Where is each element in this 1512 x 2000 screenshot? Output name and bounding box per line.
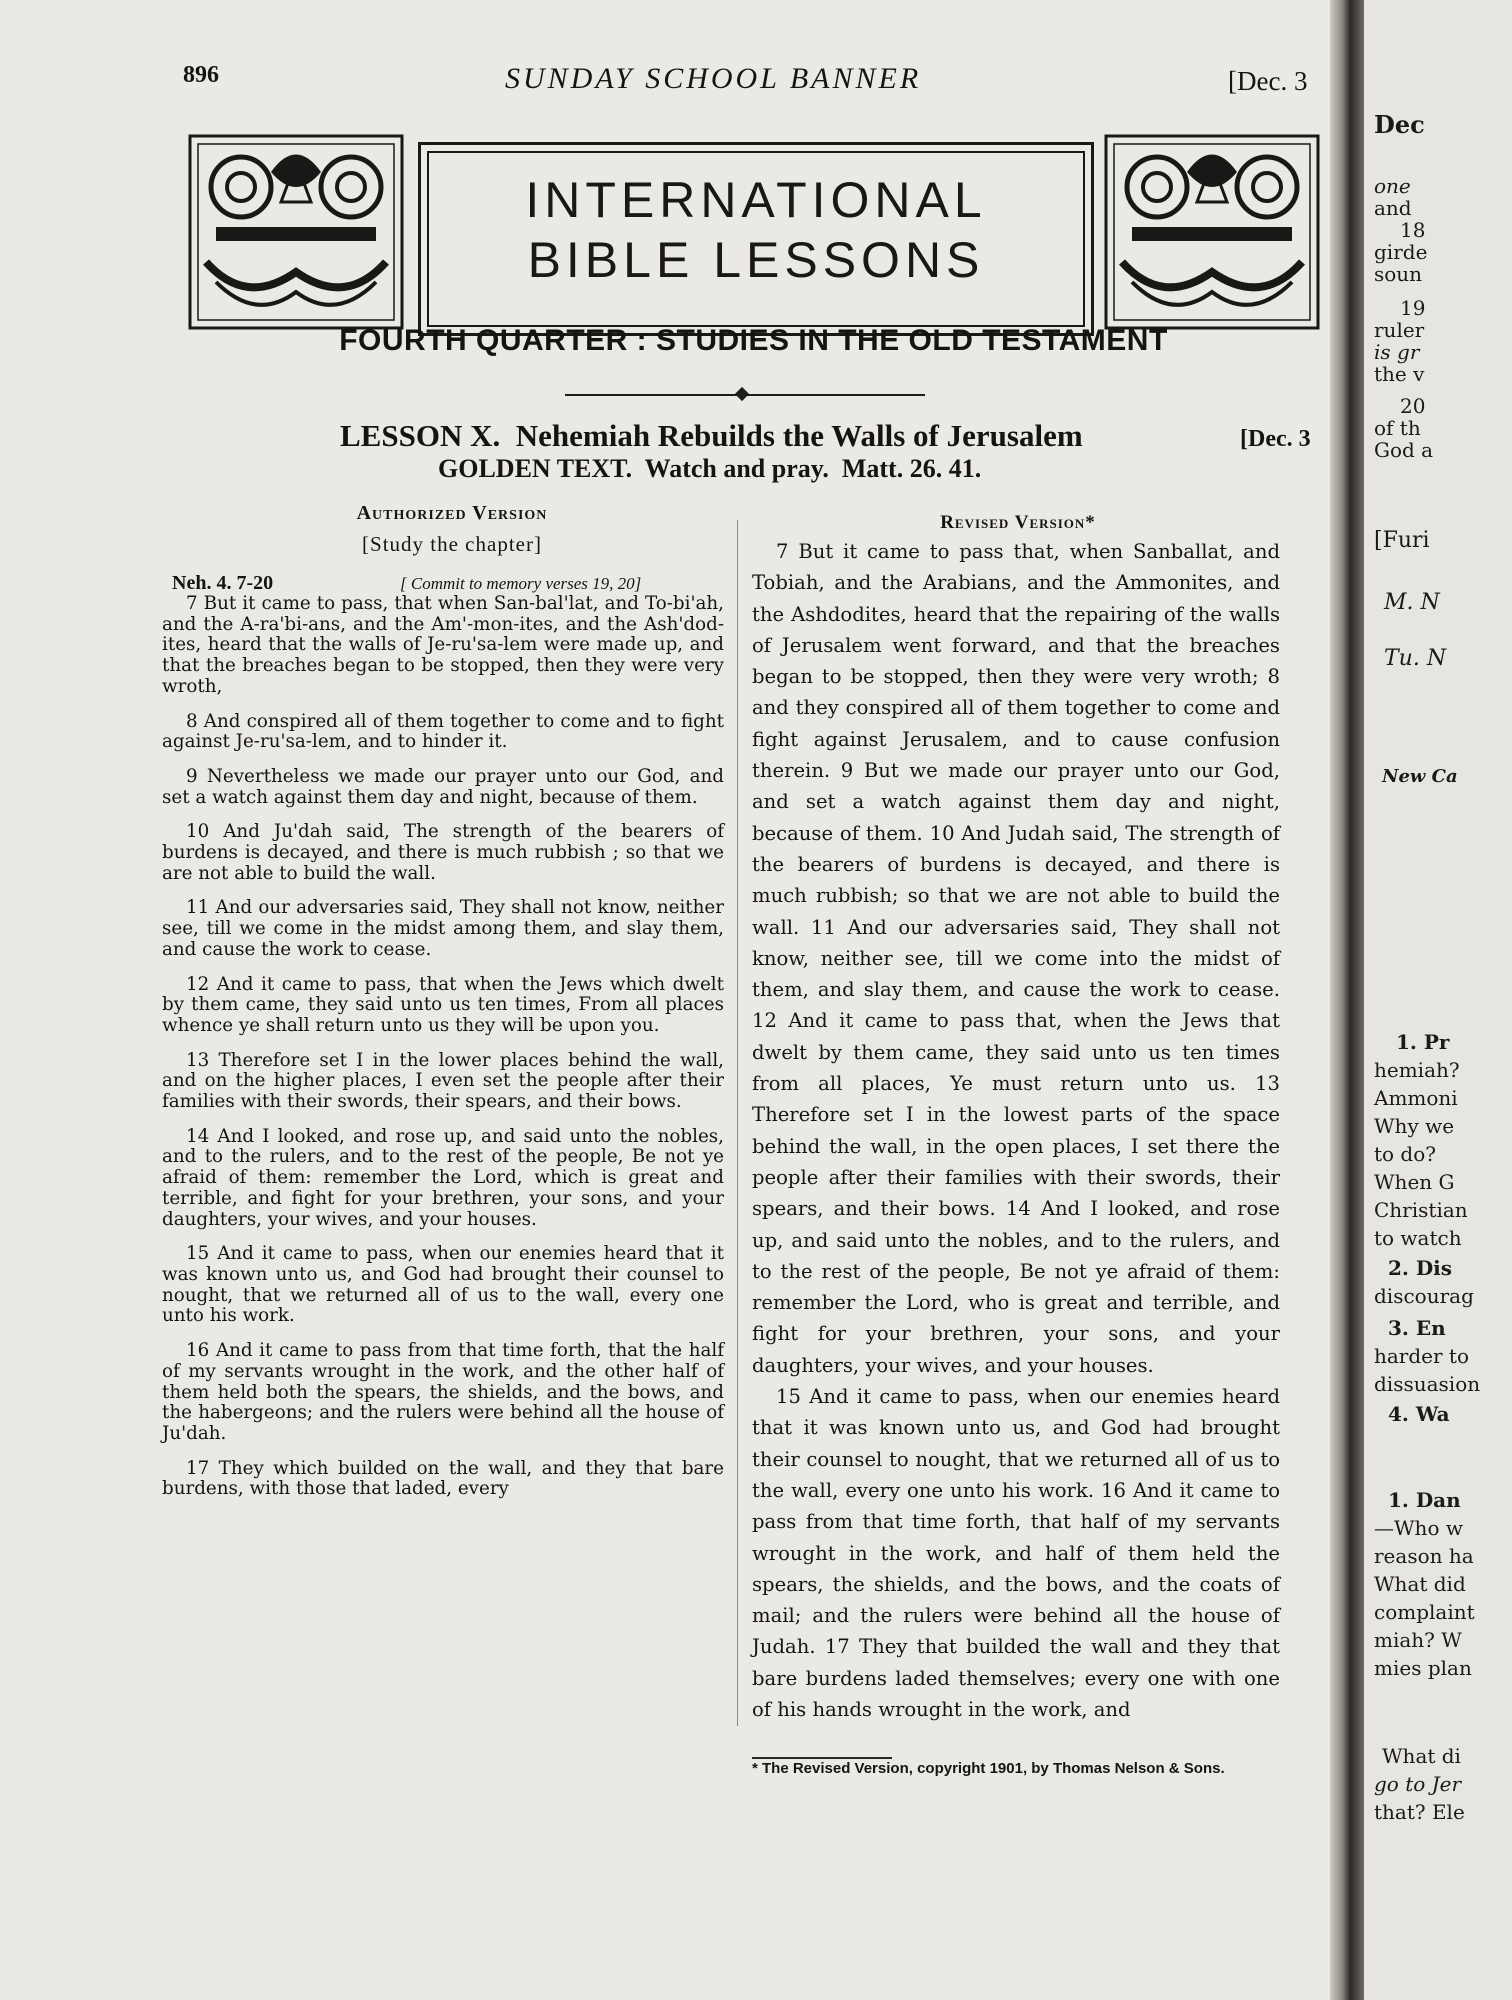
right-page-line: the v <box>1374 362 1425 386</box>
right-page-line: harder to <box>1374 1344 1469 1368</box>
right-page-line: is gr <box>1374 340 1420 364</box>
right-page-line: dissuasion <box>1374 1372 1481 1396</box>
verse: 9 Nevertheless we made our prayer unto our God, and set a watch against them day and night, because of them. <box>162 765 724 808</box>
right-page-line: Ammoni <box>1374 1086 1458 1110</box>
right-page-line: of th <box>1374 416 1421 440</box>
page-number: 896 <box>183 62 219 88</box>
divider-rule <box>565 394 925 396</box>
right-page-line: complaint <box>1374 1600 1475 1624</box>
verse: 11 And our adversaries said, They shall not know, neither see, till we come in the midst among them, and slay them, and cause the work to cease. <box>162 897 724 960</box>
banner <box>186 126 1321 340</box>
lesson-number: LESSON X. <box>340 418 501 453</box>
right-page-line: —Who w <box>1374 1516 1463 1540</box>
right-page-line: 18 <box>1400 218 1426 242</box>
running-title: SUNDAY SCHOOL BANNER <box>505 62 922 95</box>
right-page-line: to do? <box>1374 1142 1437 1166</box>
right-page-line: [Furi <box>1374 528 1430 553</box>
right-page-line: 4. Wa <box>1388 1402 1450 1426</box>
revised-paragraph: 7 But it came to pass that, when Sanballat, and Tobiah, and the Arabians, and the Ammonites, and the Ashdodites, heard that the repairing of the walls of Jerusalem went forward, and that the breaches began to be stopped, then they were very wroth; 8 and they conspired all of them together to come and fight against Jerusalem, and to cause confusion therein. 9 But we made our prayer unto our God, and set a watch against them day and night, because of them. 10 And Judah said, The strength of the bearers of burdens is decayed, and there is much rubbish; so that we are not able to build the wall. 11 And our adversaries said, They shall not know, neither see, till we come into the midst of them, and slay them, and cause the work to cease. 12 And it came to pass that, when the Jews that dwelt by them came, they said unto us ten times from all places, Ye must return unto us. 13 Therefore set I in the lowest parts of the space behind the wall, in the open places, I set there the people after their families with their swords, their spears, and their bows. 14 And I looked, and rose up, and said unto the nobles, and to the rulers, and to the rest of the people, Be not ye afraid of them: remember the Lord, who is great and terrible, and fight for your brethren, your sons, and your daughters, your wives, and your houses. <box>752 540 1280 1377</box>
golden-text <box>438 454 981 484</box>
running-date: [Dec. 3 <box>1228 66 1308 96</box>
right-page-line: that? Ele <box>1374 1800 1465 1824</box>
verse: 16 And it came to pass from that time forth, that the half of my servants wrought in the work, and the other half of them held both the spears, the shields, and the bows, and the habergeons; and the rulers were behind all the house of Ju'dah. <box>162 1340 724 1444</box>
verse: 13 Therefore set I in the lower places behind the wall, and on the higher places, I even set the people after their families with their swords, their spears, and their bows. <box>162 1049 724 1113</box>
right-page-line: Christian <box>1374 1198 1468 1222</box>
footnote: * The Revised Version, copyright 1901, by Thomas Nelson & Sons. <box>752 1760 1225 1777</box>
right-page-line: When G <box>1374 1170 1455 1194</box>
right-page-line: Dec <box>1374 110 1425 139</box>
study-note: [Study the chapter] <box>362 532 542 556</box>
verse: 15 And it came to pass, when our enemies heard that it was known unto us, and God had brought their counsel to nought, that we returned all of us to the wall, every one unto his work. <box>162 1243 724 1327</box>
ornament-left-icon <box>186 132 406 332</box>
revised-version-heading: Revised Version* <box>940 512 1096 533</box>
quarter-title: FOURTH QUARTER : STUDIES IN THE OLD TESTAMENT <box>339 324 1168 357</box>
right-page-line: girde <box>1374 240 1428 264</box>
right-page-line: and <box>1374 196 1412 220</box>
banner-title <box>418 170 1094 290</box>
right-page-line: miah? W <box>1374 1628 1462 1652</box>
verse: 14 And I looked, and rose up, and said unto the nobles, and to the rulers, and to the rest of the people, Be not ye afraid of them: remember the Lord, which is great and terrible, and fight for your brethren, your sons, and your daughters, your wives, and your houses. <box>162 1125 724 1230</box>
right-page-line: 20 <box>1400 394 1426 418</box>
right-page-line: 1. Pr <box>1396 1030 1450 1054</box>
right-page-line: reason ha <box>1374 1544 1474 1568</box>
ornament-right-icon <box>1102 132 1322 332</box>
right-page-line: 1. Dan <box>1388 1488 1461 1512</box>
right-page-line: hemiah? <box>1374 1058 1460 1082</box>
lesson-title: Nehemiah Rebuilds the Walls of Jerusalem <box>515 418 1083 453</box>
authorized-version-heading: Authorized Version <box>356 502 548 524</box>
lesson-heading <box>340 418 1083 454</box>
verse: 7 But it came to pass, that when San-bal'lat, and To-bi'ah, and the A-ra'bi-ans, and the Am'-mon-ites, and the Ash'dod-ites, heard that the walls of Je-ru'sa-lem were made up, and that the breaches began to be stopped, then they were very wroth, <box>162 593 724 697</box>
scripture-reference: Neh. 4. 7-20 <box>172 572 274 594</box>
verse: 10 And Ju'dah said, The strength of the bearers of burdens is decayed, and there is much rubbish ; so that we are not able to build the wall. <box>162 821 724 884</box>
right-page-line: mies plan <box>1374 1656 1472 1680</box>
right-page-line: 2. Dis <box>1388 1256 1453 1280</box>
golden-reference: Matt. 26. 41. <box>841 454 982 483</box>
right-page-line: Why we <box>1374 1114 1455 1138</box>
verse: 12 And it came to pass, that when the Jews which dwelt by them came, they said unto us ten times, From all places whence ye shall return unto us they will be upon you. <box>162 973 724 1036</box>
right-page-line: go to Jer <box>1374 1772 1462 1796</box>
right-page-line: to watch <box>1374 1226 1462 1250</box>
banner-title-line1: INTERNATIONAL <box>525 172 987 228</box>
authorized-version-text <box>162 594 724 1514</box>
banner-title-line2: BIBLE LESSONS <box>527 232 985 288</box>
right-page-line: What did <box>1374 1572 1466 1596</box>
right-page-line: 3. En <box>1388 1316 1446 1340</box>
memory-note: [ Commit to memory verses 19, 20] <box>400 574 642 593</box>
right-page-line: What di <box>1382 1744 1461 1768</box>
right-page-line: discourag <box>1374 1284 1474 1308</box>
right-page-line: soun <box>1374 262 1423 286</box>
right-page-line: M. N <box>1384 590 1440 615</box>
right-page-line: God a <box>1374 438 1434 462</box>
right-page-line: one <box>1374 174 1411 198</box>
revised-paragraph: 15 And it came to pass, when our enemies heard that it was known unto us, and God had brought their counsel to nought, that we returned all of us to the wall, every one unto his work. 16 And it came to pass from that time forth, that half of my servants wrought in the work, and half of them held the spears, the shields, and the bows, and the coats of mail; and the rulers were behind all the house of Judah. 17 They that builded the wall and they that bare burdens laded themselves; every one with one of his hands wrought in the work, and <box>752 1385 1280 1721</box>
revised-version-text <box>752 536 1280 1725</box>
lesson-date: [Dec. 3 <box>1240 426 1311 452</box>
right-page-line: ruler <box>1374 318 1425 342</box>
book-gutter <box>1330 0 1364 2000</box>
golden-label: GOLDEN TEXT. <box>438 454 633 483</box>
right-page-line: Tu. N <box>1384 646 1447 671</box>
right-page-line: New Ca <box>1382 766 1458 787</box>
verse: 17 They which builded on the wall, and they that bare burdens, with those that laded, every <box>162 1457 724 1500</box>
right-page-line: 19 <box>1400 296 1426 320</box>
golden-text-body: Watch and pray. <box>644 454 829 483</box>
verse: 8 And conspired all of them together to come and to fight against Je-ru'sa-lem, and to hinder it. <box>162 710 724 753</box>
right-page-fragment <box>1364 0 1512 2000</box>
footnote-rule <box>752 1757 892 1759</box>
column-divider <box>737 520 738 1726</box>
